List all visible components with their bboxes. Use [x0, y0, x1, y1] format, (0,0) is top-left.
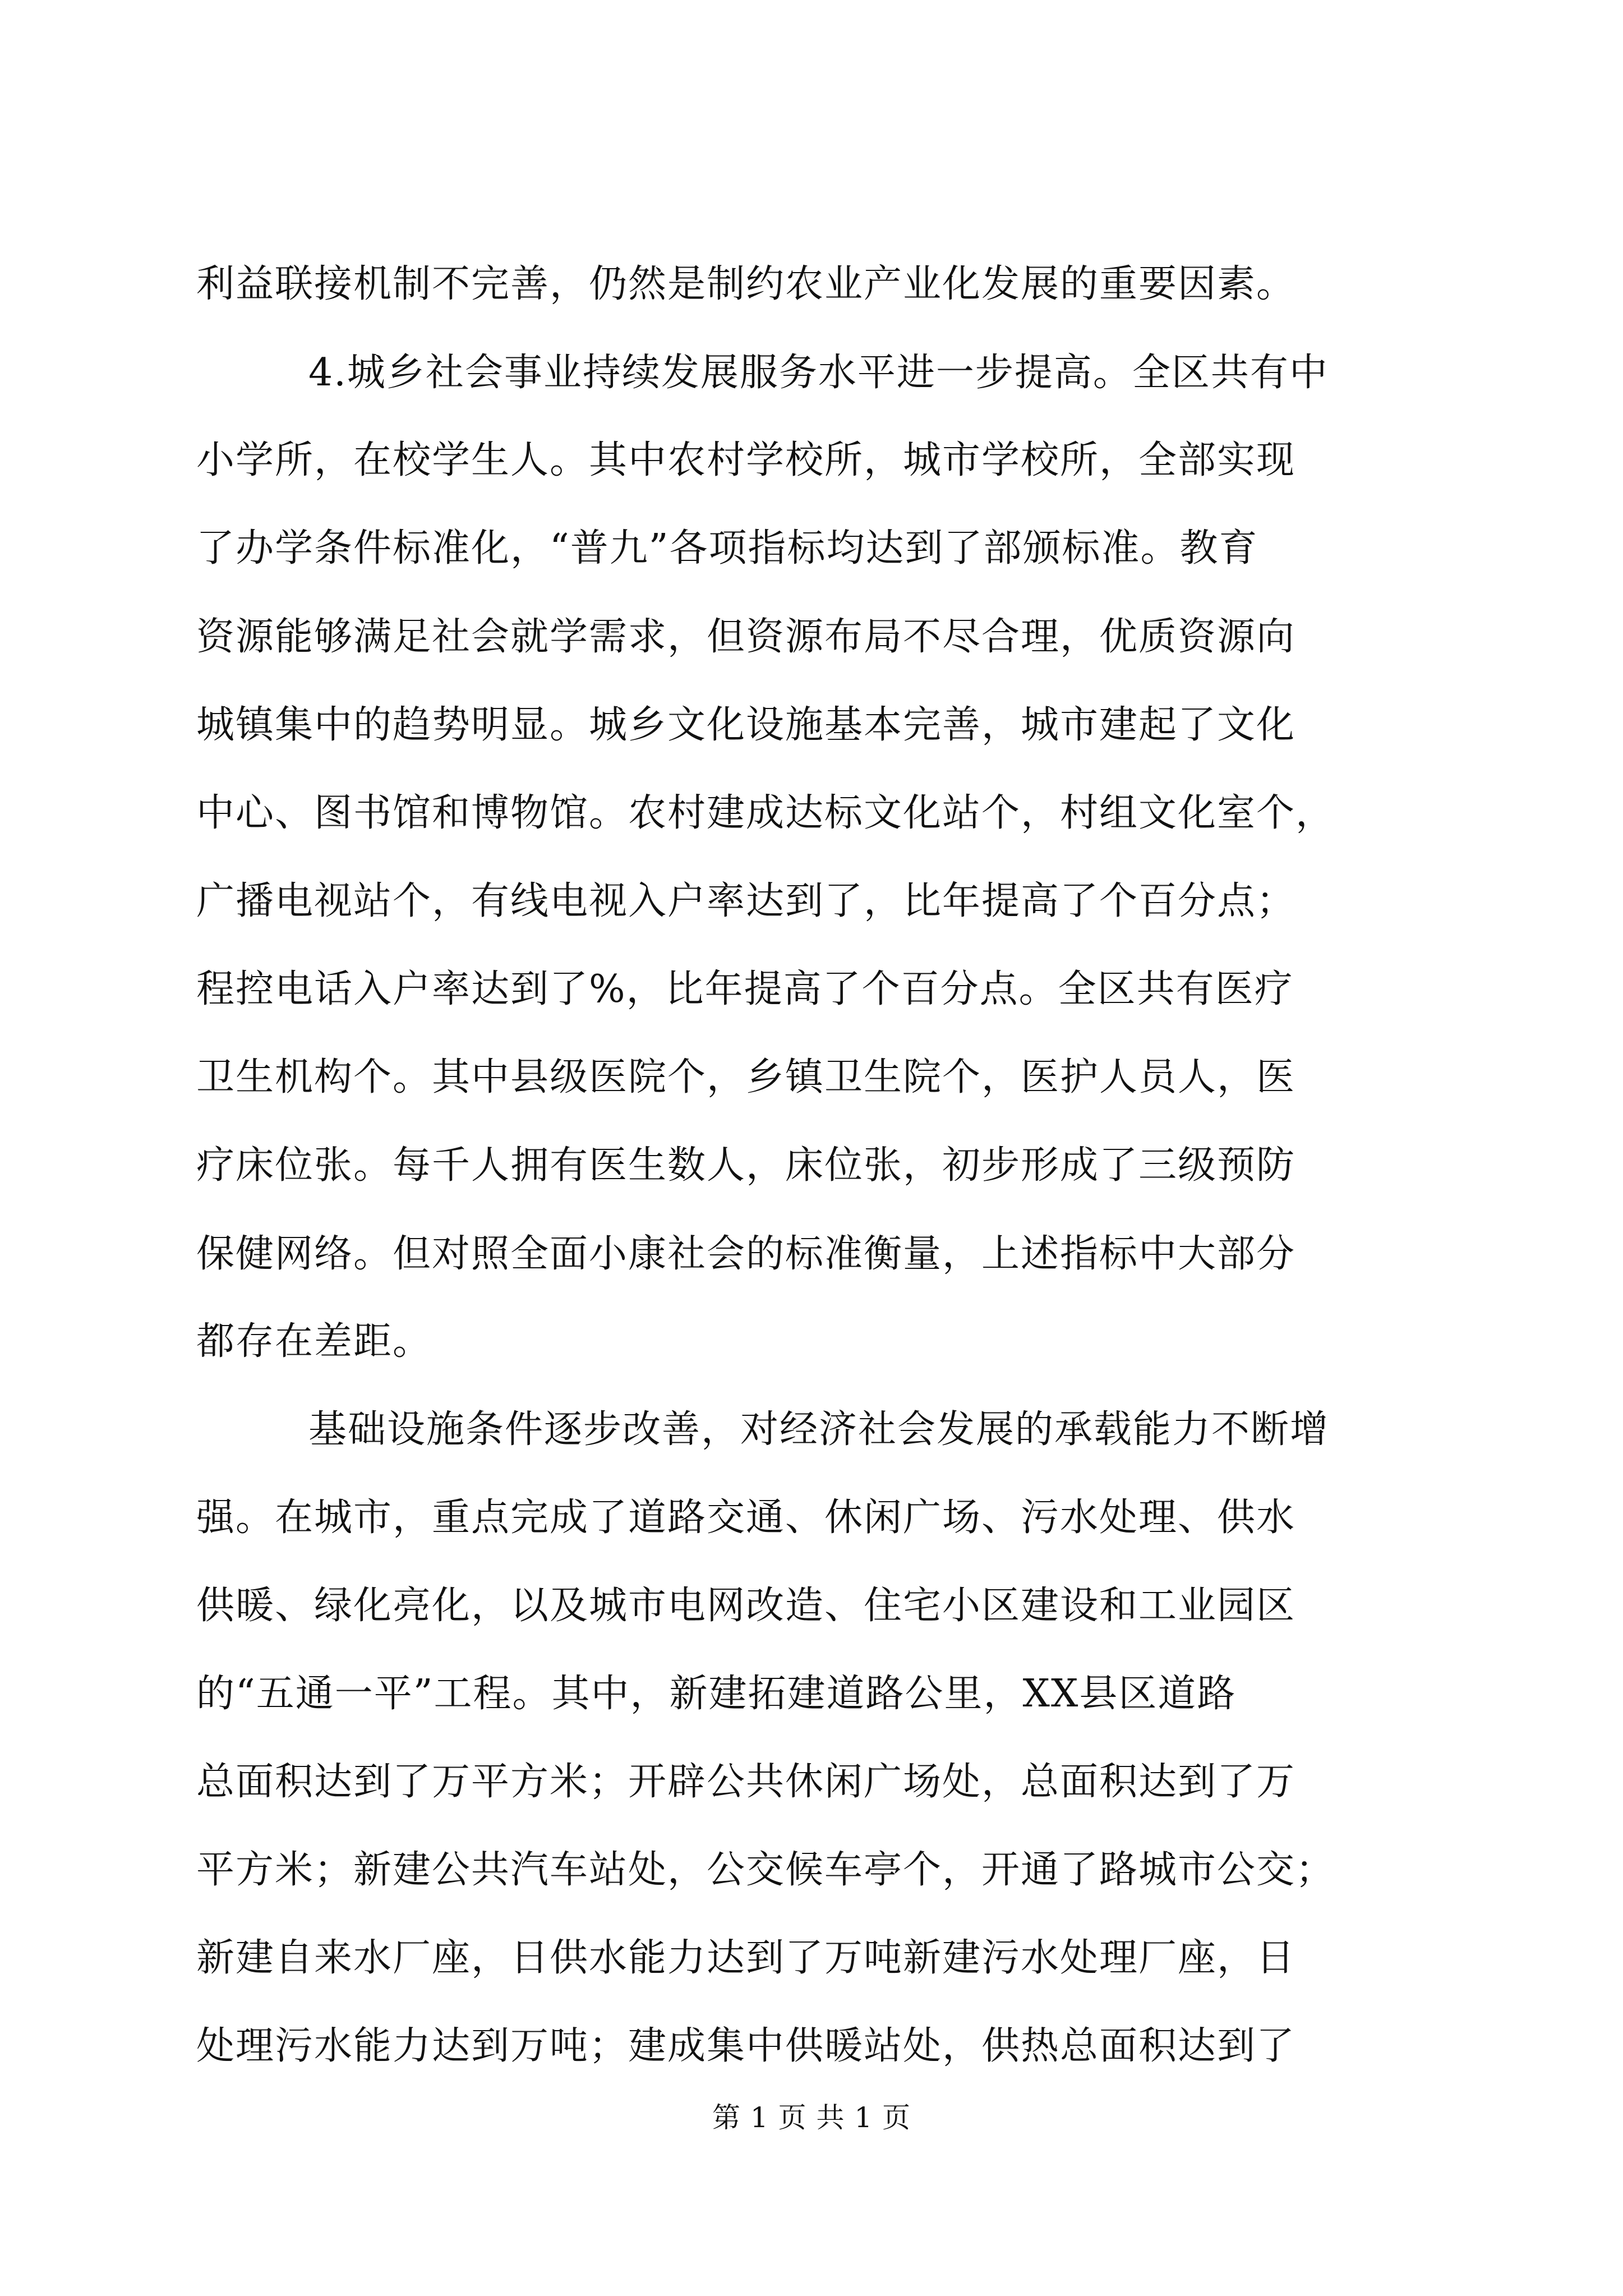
text-line: 卫生机构个。其中县级医院个，乡镇卫生院个，医护人员人，医 — [196, 1055, 1296, 1099]
text-line: 的“五通一平”工程。其中，新建拓建道路公里，XX县区道路 — [196, 1672, 1237, 1716]
text-line: 新建自来水厂座，日供水能力达到了万吨新建污水处理厂座，日 — [196, 1936, 1296, 1980]
text-line: 保健网络。但对照全面小康社会的标准衡量，上述指标中大部分 — [196, 1232, 1296, 1276]
text-line: 资源能够满足社会就学需求，但资源布局不尽合理，优质资源向 — [196, 615, 1296, 659]
text-line: 4.城乡社会事业持续发展服务水平进一步提高。全区共有中 — [308, 351, 1329, 395]
text-line: 小学所，在校学生人。其中农村学校所，城市学校所，全部实现 — [196, 438, 1296, 482]
text-line: 疗床位张。每千人拥有医生数人，床位张，初步形成了三级预防 — [196, 1143, 1296, 1188]
text-line: 供暖、绿化亮化，以及城市电网改造、住宅小区建设和工业园区 — [196, 1584, 1296, 1628]
text-line: 处理污水能力达到万吨；建成集中供暖站处，供热总面积达到了 — [196, 2024, 1296, 2068]
text-line: 程控电话入户率达到了%，比年提高了个百分点。全区共有医疗 — [196, 967, 1294, 1011]
text-line: 中心、图书馆和博物馆。农村建成达标文化站个，村组文化室个， — [196, 791, 1335, 835]
text-line: 总面积达到了万平方米；开辟公共休闲广场处，总面积达到了万 — [196, 1760, 1296, 1804]
page-number-footer: 第 1 页 共 1 页 — [712, 2101, 911, 2134]
text-line: 城镇集中的趋势明显。城乡文化设施基本完善，城市建起了文化 — [196, 703, 1296, 747]
text-line: 广播电视站个，有线电视入户率达到了，比年提高了个百分点； — [196, 879, 1296, 923]
text-line: 平方米；新建公共汽车站处，公交候车亭个，开通了路城市公交； — [196, 1848, 1335, 1892]
text-line: 强。在城市，重点完成了道路交通、休闲广场、污水处理、供水 — [196, 1496, 1296, 1540]
text-line: 了办学条件标准化，“普九”各项指标均达到了部颁标准。教育 — [196, 526, 1258, 570]
text-line: 基础设施条件逐步改善，对经济社会发展的承载能力不断增 — [308, 1407, 1330, 1452]
text-line: 利益联接机制不完善，仍然是制约农业产业化发展的重要因素。 — [196, 262, 1296, 306]
text-line: 都存在差距。 — [196, 1319, 432, 1364]
